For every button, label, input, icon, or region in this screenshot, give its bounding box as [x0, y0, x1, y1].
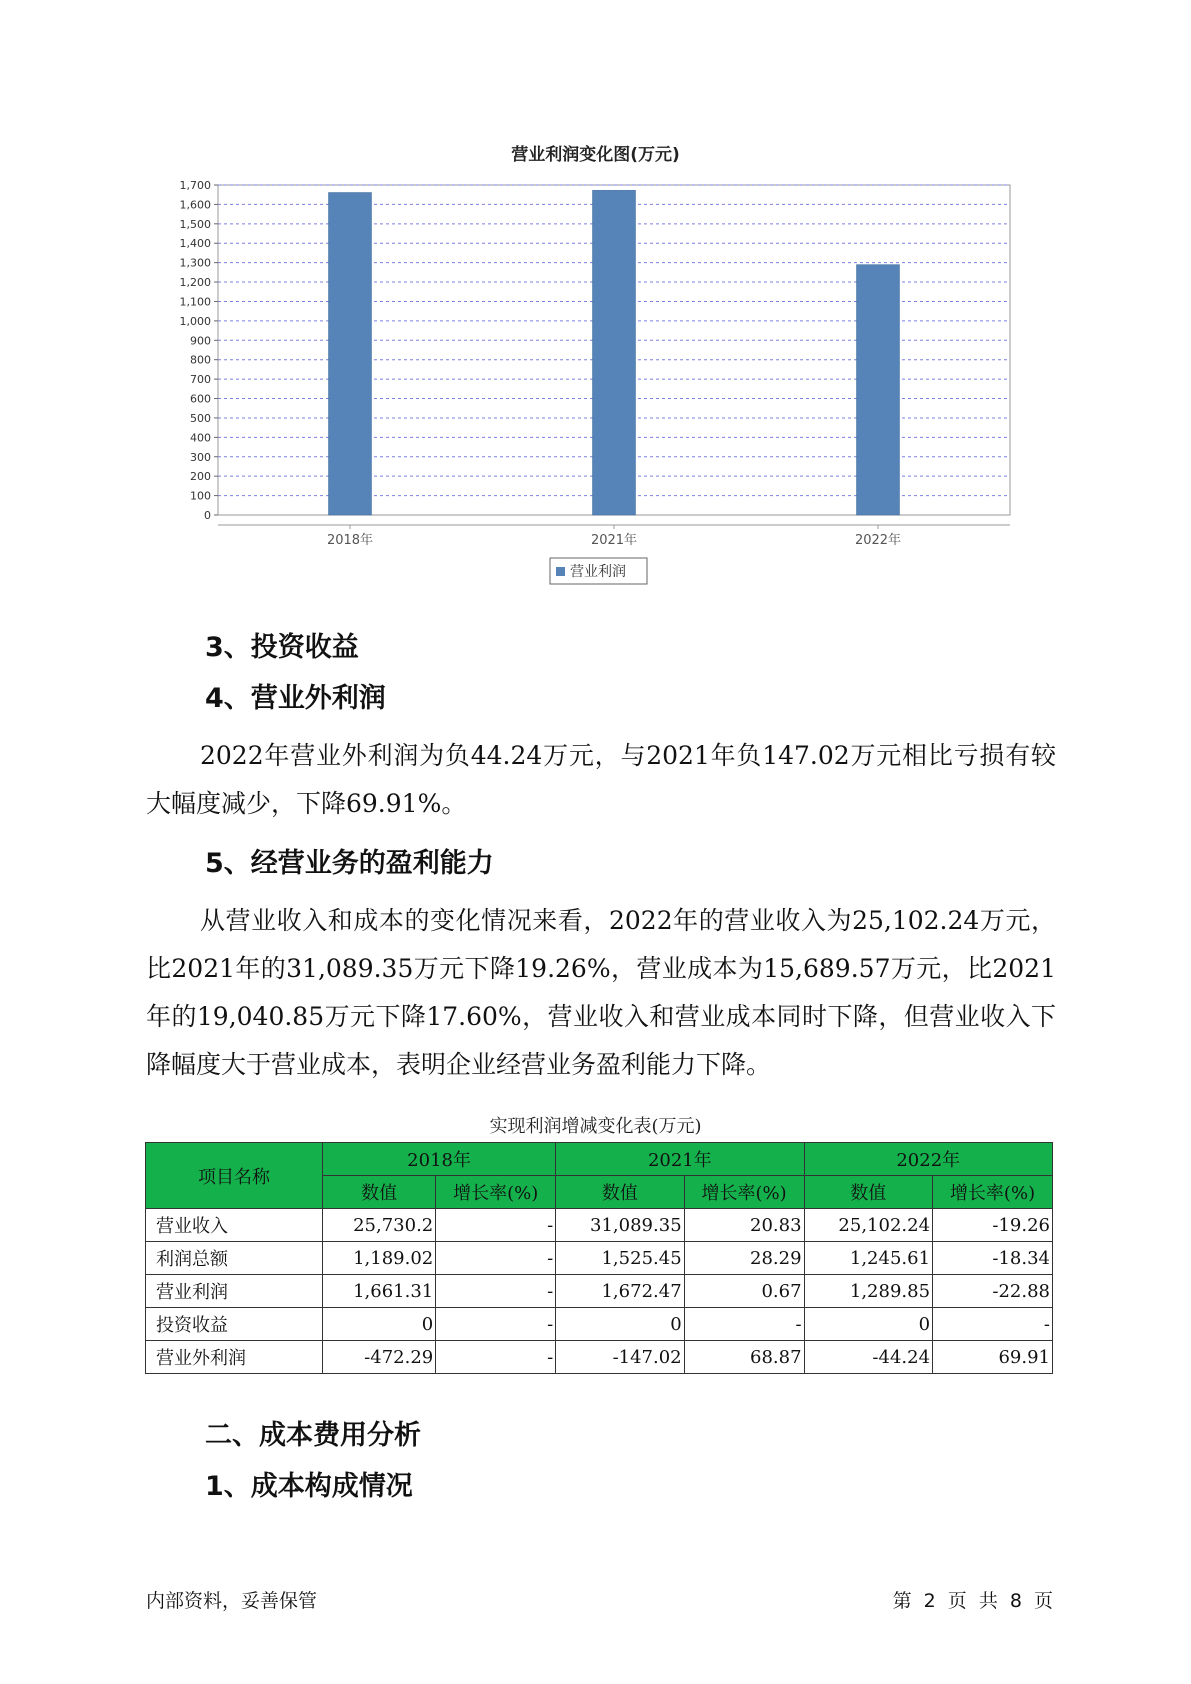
- section-3-title: 3、投资收益: [205, 632, 359, 663]
- table-cell: 25,102.24: [804, 1209, 932, 1242]
- y-tick-label: 1,600: [179, 198, 211, 212]
- table-cell: -: [684, 1308, 804, 1341]
- table-cell: 69.91: [933, 1341, 1053, 1374]
- table-cell: -: [436, 1308, 556, 1341]
- operating-profit-chart: [0, 0, 1191, 600]
- table-cell: 1,245.61: [804, 1242, 932, 1275]
- legend-label: 营业利润: [570, 564, 626, 580]
- y-tick-label: 100: [190, 489, 211, 503]
- y-tick-label: 500: [190, 411, 211, 425]
- y-tick-label: 1,400: [179, 237, 211, 251]
- table-cell-name: 利润总额: [146, 1242, 323, 1275]
- table-cell: -472.29: [323, 1341, 436, 1374]
- table-cell: -18.34: [933, 1242, 1053, 1275]
- table-cell: -19.26: [933, 1209, 1053, 1242]
- section-4-title: 4、营业外利润: [205, 683, 386, 714]
- table-cell: 0: [804, 1308, 932, 1341]
- part-2-title: 二、成本费用分析: [205, 1420, 421, 1451]
- y-tick-label: 900: [190, 334, 211, 348]
- section-4-paragraph: 2022年营业外利润为负44.24万元，与2021年负147.02万元相比亏损有较大幅度减少，下降69.91%。: [146, 741, 1056, 818]
- table-cell: 0: [556, 1308, 684, 1341]
- table-cell: 25,730.2: [323, 1209, 436, 1242]
- table-caption: 实现利润增减变化表(万元): [489, 1116, 702, 1137]
- y-tick-label: 1,300: [179, 256, 211, 270]
- table-header-year-2022: 2022年: [804, 1143, 1052, 1176]
- profit-change-table: [145, 1142, 1053, 1374]
- table-cell: 28.29: [684, 1242, 804, 1275]
- x-tick-label: 2021年: [590, 533, 638, 548]
- table-cell: 0.67: [684, 1275, 804, 1308]
- table-cell: 68.87: [684, 1341, 804, 1374]
- y-tick-label: 1,700: [179, 179, 211, 192]
- table-subheader-growth: 增长率(%): [933, 1176, 1053, 1209]
- section-5-paragraph: 从营业收入和成本的变化情况来看，2022年的营业收入为25,102.24万元，比2021年的31,089.35万元下降19.26%，营业成本为15,689.57万元，比2021年的19,040.85万元下降17.60%，营业收入和营业成本同时下降，但营业收入下降幅度大于营业成本，表明企业经营业务盈利能力下降。: [146, 906, 1056, 1079]
- table-cell: 0: [323, 1308, 436, 1341]
- part-2-section-1-title: 1、成本构成情况: [205, 1471, 413, 1502]
- table-cell: 1,289.85: [804, 1275, 932, 1308]
- y-tick-label: 700: [190, 373, 211, 387]
- table-subheader-value: 数值: [804, 1176, 932, 1209]
- table-cell: -: [436, 1341, 556, 1374]
- table-cell: -: [436, 1275, 556, 1308]
- table-subheader-value: 数值: [556, 1176, 684, 1209]
- x-tick-label: 2022年: [854, 533, 902, 548]
- y-tick-label: 1,100: [179, 295, 211, 309]
- table-header-year-2021: 2021年: [556, 1143, 804, 1176]
- table-header-year-2018: 2018年: [323, 1143, 556, 1176]
- table-cell: 1,525.45: [556, 1242, 684, 1275]
- y-tick-label: 1,200: [179, 276, 211, 290]
- y-tick-label: 200: [190, 470, 211, 484]
- y-tick-label: 1,000: [179, 314, 211, 328]
- bar-2021年: [593, 190, 636, 515]
- table-cell: 31,089.35: [556, 1209, 684, 1242]
- y-tick-label: 1,500: [179, 217, 211, 231]
- table-cell: 1,189.02: [323, 1242, 436, 1275]
- table-cell: 20.83: [684, 1209, 804, 1242]
- table-cell: -147.02: [556, 1341, 684, 1374]
- table-cell: -: [933, 1308, 1053, 1341]
- table-cell: -44.24: [804, 1341, 932, 1374]
- legend-swatch: [556, 567, 565, 576]
- table-cell: -22.88: [933, 1275, 1053, 1308]
- table-cell-name: 投资收益: [146, 1308, 323, 1341]
- y-tick-label: 400: [190, 431, 211, 445]
- y-tick-label: 600: [190, 392, 211, 406]
- table-subheader-value: 数值: [323, 1176, 436, 1209]
- x-tick-label: 2018年: [326, 533, 374, 548]
- y-tick-label: 0: [204, 509, 211, 522]
- bar-2022年: [857, 265, 900, 515]
- table-cell: -: [436, 1242, 556, 1275]
- footer-confidential-note: 内部资料，妥善保管: [146, 1590, 318, 1612]
- table-row: [146, 1308, 1053, 1341]
- table-cell-name: 营业利润: [146, 1275, 323, 1308]
- y-tick-label: 300: [190, 450, 211, 464]
- table-subheader-growth: 增长率(%): [684, 1176, 804, 1209]
- table-cell: -: [436, 1209, 556, 1242]
- y-tick-label: 800: [190, 353, 211, 367]
- table-row: [146, 1341, 1053, 1374]
- table-row: [146, 1209, 1053, 1242]
- bar-2018年: [329, 193, 372, 515]
- table-cell-name: 营业收入: [146, 1209, 323, 1242]
- chart-title: 营业利润变化图(万元): [511, 145, 680, 165]
- table-cell: 1,672.47: [556, 1275, 684, 1308]
- table-cell-name: 营业外利润: [146, 1341, 323, 1374]
- table-subheader-growth: 增长率(%): [436, 1176, 556, 1209]
- table-row: [146, 1242, 1053, 1275]
- footer-page-number: 第 2 页 共 8 页: [892, 1590, 1053, 1612]
- table-header-item-name: 项目名称: [146, 1143, 323, 1209]
- table-cell: 1,661.31: [323, 1275, 436, 1308]
- table-row: [146, 1275, 1053, 1308]
- section-5-title: 5、经营业务的盈利能力: [205, 848, 494, 879]
